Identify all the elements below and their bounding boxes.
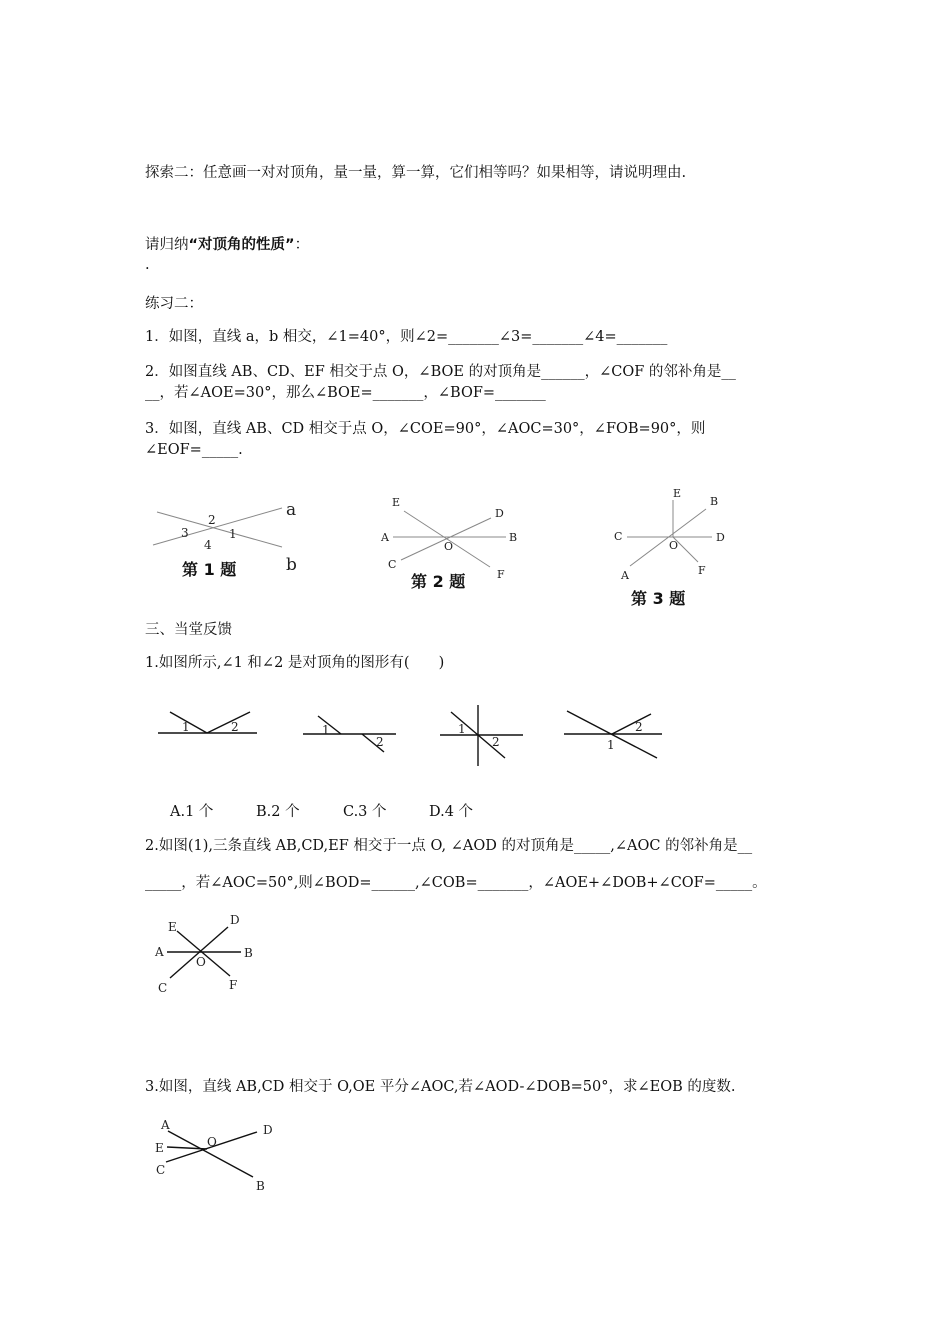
explore2-text: 探索二：任意画一对对顶角，量一量，算一算，它们相等吗？如果相等，请说明理由. (145, 165, 687, 181)
q1-fig-d (564, 711, 662, 758)
q1-fig-d-num2: 2 (635, 720, 643, 734)
fig1-num-2: 2 (208, 513, 216, 527)
fig1-num-1: 1 (229, 527, 237, 541)
q2-fig-label-D: D (230, 913, 240, 927)
section3-q2-line2: _____，若∠AOC=50°,则∠BOD=______,∠COB=_______，∠AOE+∠DOB+∠COF=_____。 (145, 875, 767, 891)
q3-fig-label-D: D (263, 1123, 273, 1137)
option-c: C.3 个 (343, 804, 387, 820)
fig2-label-E: E (392, 496, 401, 509)
fig1-num-3: 3 (181, 526, 189, 540)
summary-suffix: ： (294, 237, 310, 253)
fig3-label-E: E (673, 487, 682, 500)
section3-q2-line1: 2.如图(1),三条直线 AB,CD,EF 相交于一点 O, ∠AOD 的对顶角是_____,∠AOC 的邻补角是__ (145, 838, 753, 854)
q1-fig-b (303, 716, 396, 752)
option-b: B.2 个 (256, 804, 300, 820)
q1-fig-a (158, 712, 257, 734)
fig3-label-O: O (669, 539, 679, 552)
fig3-label-F: F (698, 564, 706, 577)
q2-fig-label-B: B (244, 946, 253, 960)
option-d: D.4 个 (429, 804, 474, 820)
fig3-label-D: D (716, 531, 725, 544)
fig2-line-CD (401, 518, 491, 560)
q1-fig-b-num2: 2 (376, 735, 384, 749)
fig2-label-C: C (388, 558, 397, 571)
section3-q1: 1.如图所示,∠1 和∠2 是对顶角的图形有( ) (145, 655, 445, 671)
q3-fig-label-A: A (161, 1118, 170, 1132)
fig2-label-B: B (509, 531, 518, 544)
summary-prefix: 请归纳 (145, 237, 189, 253)
q2-fig-label-E: E (168, 920, 177, 934)
q3-fig-label-B: B (256, 1179, 265, 1193)
fig3-caption: 第 3 题 (631, 589, 686, 608)
fig1-caption: 第 1 题 (182, 560, 237, 579)
practice2-q2-line1: 2．如图直线 AB、CD、EF 相交于点 O，∠BOE 的对顶角是______，∠COF 的邻补角是__ (145, 364, 736, 380)
practice2-q3-line1: 3．如图，直线 AB、CD 相交于点 O，∠COE=90°，∠AOC=30°，∠FOB=90°，则 (145, 421, 706, 437)
q3-fig-label-O: O (207, 1135, 217, 1149)
summary-bold: “对顶角的性质” (188, 237, 295, 253)
q3-figure (155, 1118, 273, 1193)
option-a: A.1 个 (170, 804, 214, 820)
practice2-title: 练习二： (145, 296, 203, 312)
fig1-line-b (157, 512, 282, 547)
fig1-num-4: 4 (204, 538, 212, 552)
fig2-label-O: O (444, 540, 454, 553)
q1-fig-a-num1: 1 (182, 720, 190, 734)
q2-fig-label-O: O (196, 955, 206, 969)
q1-fig-a-num2: 2 (231, 720, 239, 734)
practice2-q1: 1．如图，直线 a，b 相交，∠1=40°，则∠2=_______∠3=_______∠4=_______ (145, 329, 668, 345)
fig2-label-F: F (497, 568, 505, 581)
q2-fig-label-C: C (158, 981, 168, 995)
section3-title: 三、当堂反馈 (145, 622, 232, 638)
fig2-label-D: D (495, 507, 504, 520)
summary-dot: . (145, 257, 150, 273)
q2-fig-label-F: F (229, 978, 238, 992)
fig2-line-EF (404, 511, 490, 567)
q3-fig-label-E: E (155, 1141, 164, 1155)
q2-figure (154, 913, 253, 995)
practice2-q3-line2: ∠EOF=_____. (145, 442, 243, 458)
q3-fig-label-C: C (156, 1163, 166, 1177)
fig1-label-a: a (286, 500, 297, 520)
q2-fig-label-A: A (155, 945, 164, 959)
fig2-label-A: A (381, 531, 389, 544)
fig2-caption: 第 2 题 (411, 572, 466, 591)
fig3-label-A: A (621, 569, 629, 582)
fig3-label-B: B (710, 495, 719, 508)
fig3-diagram (614, 487, 725, 582)
section3-q3: 3.如图，直线 AB,CD 相交于 O,OE 平分∠AOC,若∠AOD-∠DOB=50°，求∠EOB 的度数. (145, 1079, 736, 1095)
fig1-label-b: b (286, 555, 297, 575)
fig1-line-a (153, 508, 282, 545)
q1-fig-c (440, 705, 523, 766)
q1-fig-d-num1: 1 (607, 738, 615, 752)
practice2-q2-line2: __，若∠AOE=30°，那么∠BOE=_______，∠BOF=_______ (145, 385, 546, 401)
fig3-label-C: C (614, 530, 623, 543)
q1-fig-c-num2: 2 (492, 735, 500, 749)
q1-fig-b-num1: 1 (322, 723, 330, 737)
q1-fig-c-num1: 1 (458, 722, 466, 736)
